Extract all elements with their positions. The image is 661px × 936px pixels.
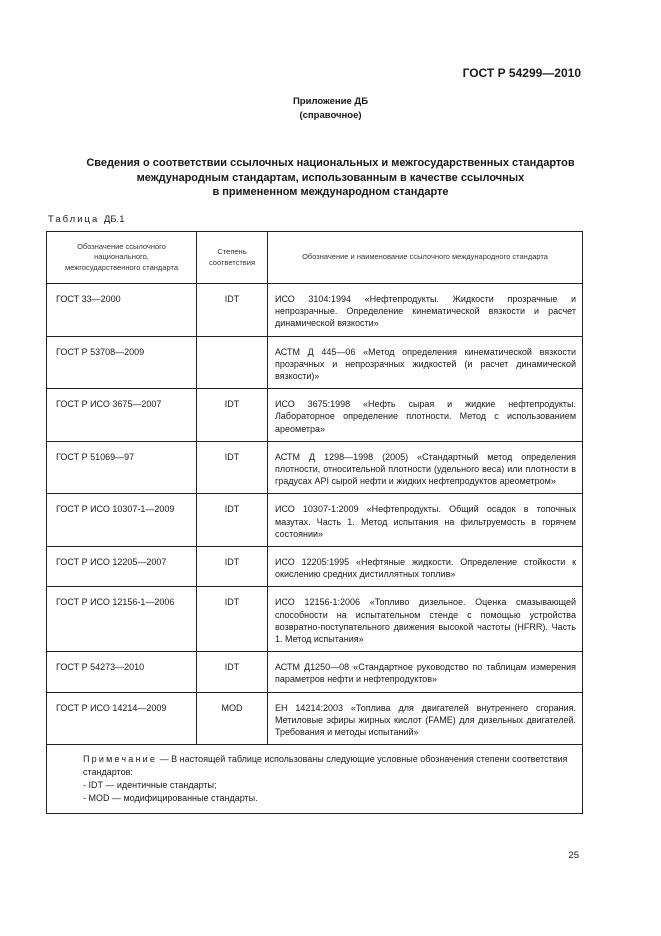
national-standard-cell: ГОСТ Р 51069—97 [47, 441, 197, 494]
international-standard-cell: АСТМ Д1250—08 «Стандартное руководство по таблицам измерения параметров нефти и нефтепродуктов» [268, 652, 583, 692]
national-standard-cell: ГОСТ Р ИСО 10307-1—2009 [47, 494, 197, 547]
title-line: Сведения о соответствии ссылочных национальных и межгосударственных стандартов [86, 157, 575, 169]
international-standard-cell: АСТМ Д 1298—1998 (2005) «Стандартный метод определения плотности, относительной плотности (удельного веса) или плотности в градусах API сырой нефти и жидких нефтепродуктов ареометром» [268, 441, 583, 494]
title-line: в примененном международном стандарте [212, 186, 449, 198]
table-row [47, 587, 583, 652]
document-code: ГОСТ Р 54299—2010 [462, 66, 581, 80]
table-caption [48, 214, 124, 225]
header-degree: Степень соответствия [197, 232, 268, 284]
table-row [47, 284, 583, 337]
appendix-title: Приложение ДБ [292, 96, 369, 107]
international-standard-cell: ИСО 10307-1:2009 «Нефтепродукты. Общий осадок в топочных мазутах. Часть 1. Метод испытания на фильтруемость в горячем состоянии» [268, 494, 583, 547]
table-row [47, 389, 583, 442]
table-row [47, 336, 583, 389]
table-caption-prefix: Таблица [48, 214, 100, 225]
national-standard-cell: ГОСТ Р 53708—2009 [47, 336, 197, 389]
page-number: 25 [568, 850, 579, 861]
table-row [47, 494, 583, 547]
national-standard-cell: ГОСТ Р ИСО 14214—2009 [47, 692, 197, 745]
national-standard-cell: ГОСТ Р ИСО 12205—2007 [47, 547, 197, 587]
table-caption-number: ДБ.1 [103, 214, 125, 225]
table-row [47, 692, 583, 745]
degree-cell: IDT [197, 652, 268, 692]
note-text: — В настоящей таблице использованы следующие условные обозначения степени соответствия стандартов: [83, 754, 568, 778]
table-row [47, 652, 583, 692]
note-item: - IDT — идентичные стандарты; [83, 780, 217, 791]
national-standard-cell: ГОСТ Р ИСО 12156-1—2006 [47, 587, 197, 652]
note-label: Примечание [83, 754, 158, 765]
title-line: международным стандартам, использованным в качестве ссылочных [136, 171, 525, 184]
appendix-heading [0, 95, 661, 123]
appendix-subtitle: (справочное) [299, 110, 362, 121]
degree-cell: IDT [197, 587, 268, 652]
degree-cell: IDT [197, 441, 268, 494]
table-note [47, 745, 583, 814]
international-standard-cell: ИСО 12205:1995 «Нефтяные жидкости. Определение стойкости к окислению средних дистиллятных топлив» [268, 547, 583, 587]
degree-cell: IDT [197, 547, 268, 587]
table-row [47, 441, 583, 494]
international-standard-cell: АСТМ Д 445—06 «Метод определения кинематической вязкости прозрачных и непрозрачных жидкостей (и расчет динамической вязкости)» [268, 336, 583, 389]
national-standard-cell: ГОСТ Р 54273—2010 [47, 652, 197, 692]
header-national-standard: Обозначение ссылочного национального, межгосударственного стандарта [47, 232, 197, 284]
standards-correspondence-table [46, 231, 583, 814]
degree-cell: IDT [197, 284, 268, 337]
national-standard-cell: ГОСТ 33—2000 [47, 284, 197, 337]
table-header-row [47, 232, 583, 284]
international-standard-cell: ЕН 14214:2003 «Топлива для двигателей внутреннего сгорания. Метиловые эфиры жирных кислот (FAME) для дизельных двигателей. Требования и методы испытаний» [268, 692, 583, 745]
degree-cell: IDT [197, 389, 268, 442]
international-standard-cell: ИСО 3104:1994 «Нефтепродукты. Жидкости прозрачные и непрозрачные. Определение кинематической вязкости и расчет динамической вязкости» [268, 284, 583, 337]
international-standard-cell: ИСО 12156-1:2006 «Топливо дизельное. Оценка смазывающей способности на испытательном стенде с помощью устройства возвратно-поступательного движения высокой частоты (HFRR). Часть 1. Метод испытания» [268, 587, 583, 652]
degree-cell: IDT [197, 494, 268, 547]
table-row [47, 547, 583, 587]
header-international-standard: Обозначение и наименование ссылочного международного стандарта [268, 232, 583, 284]
note-item: - MOD — модифицированные стандарты. [83, 793, 258, 804]
section-title [40, 156, 621, 200]
degree-cell [197, 336, 268, 389]
international-standard-cell: ИСО 3675:1998 «Нефть сырая и жидкие нефтепродукты. Лабораторное определение плотности. Метод с использованием ареометра» [268, 389, 583, 442]
national-standard-cell: ГОСТ Р ИСО 3675—2007 [47, 389, 197, 442]
degree-cell: MOD [197, 692, 268, 745]
